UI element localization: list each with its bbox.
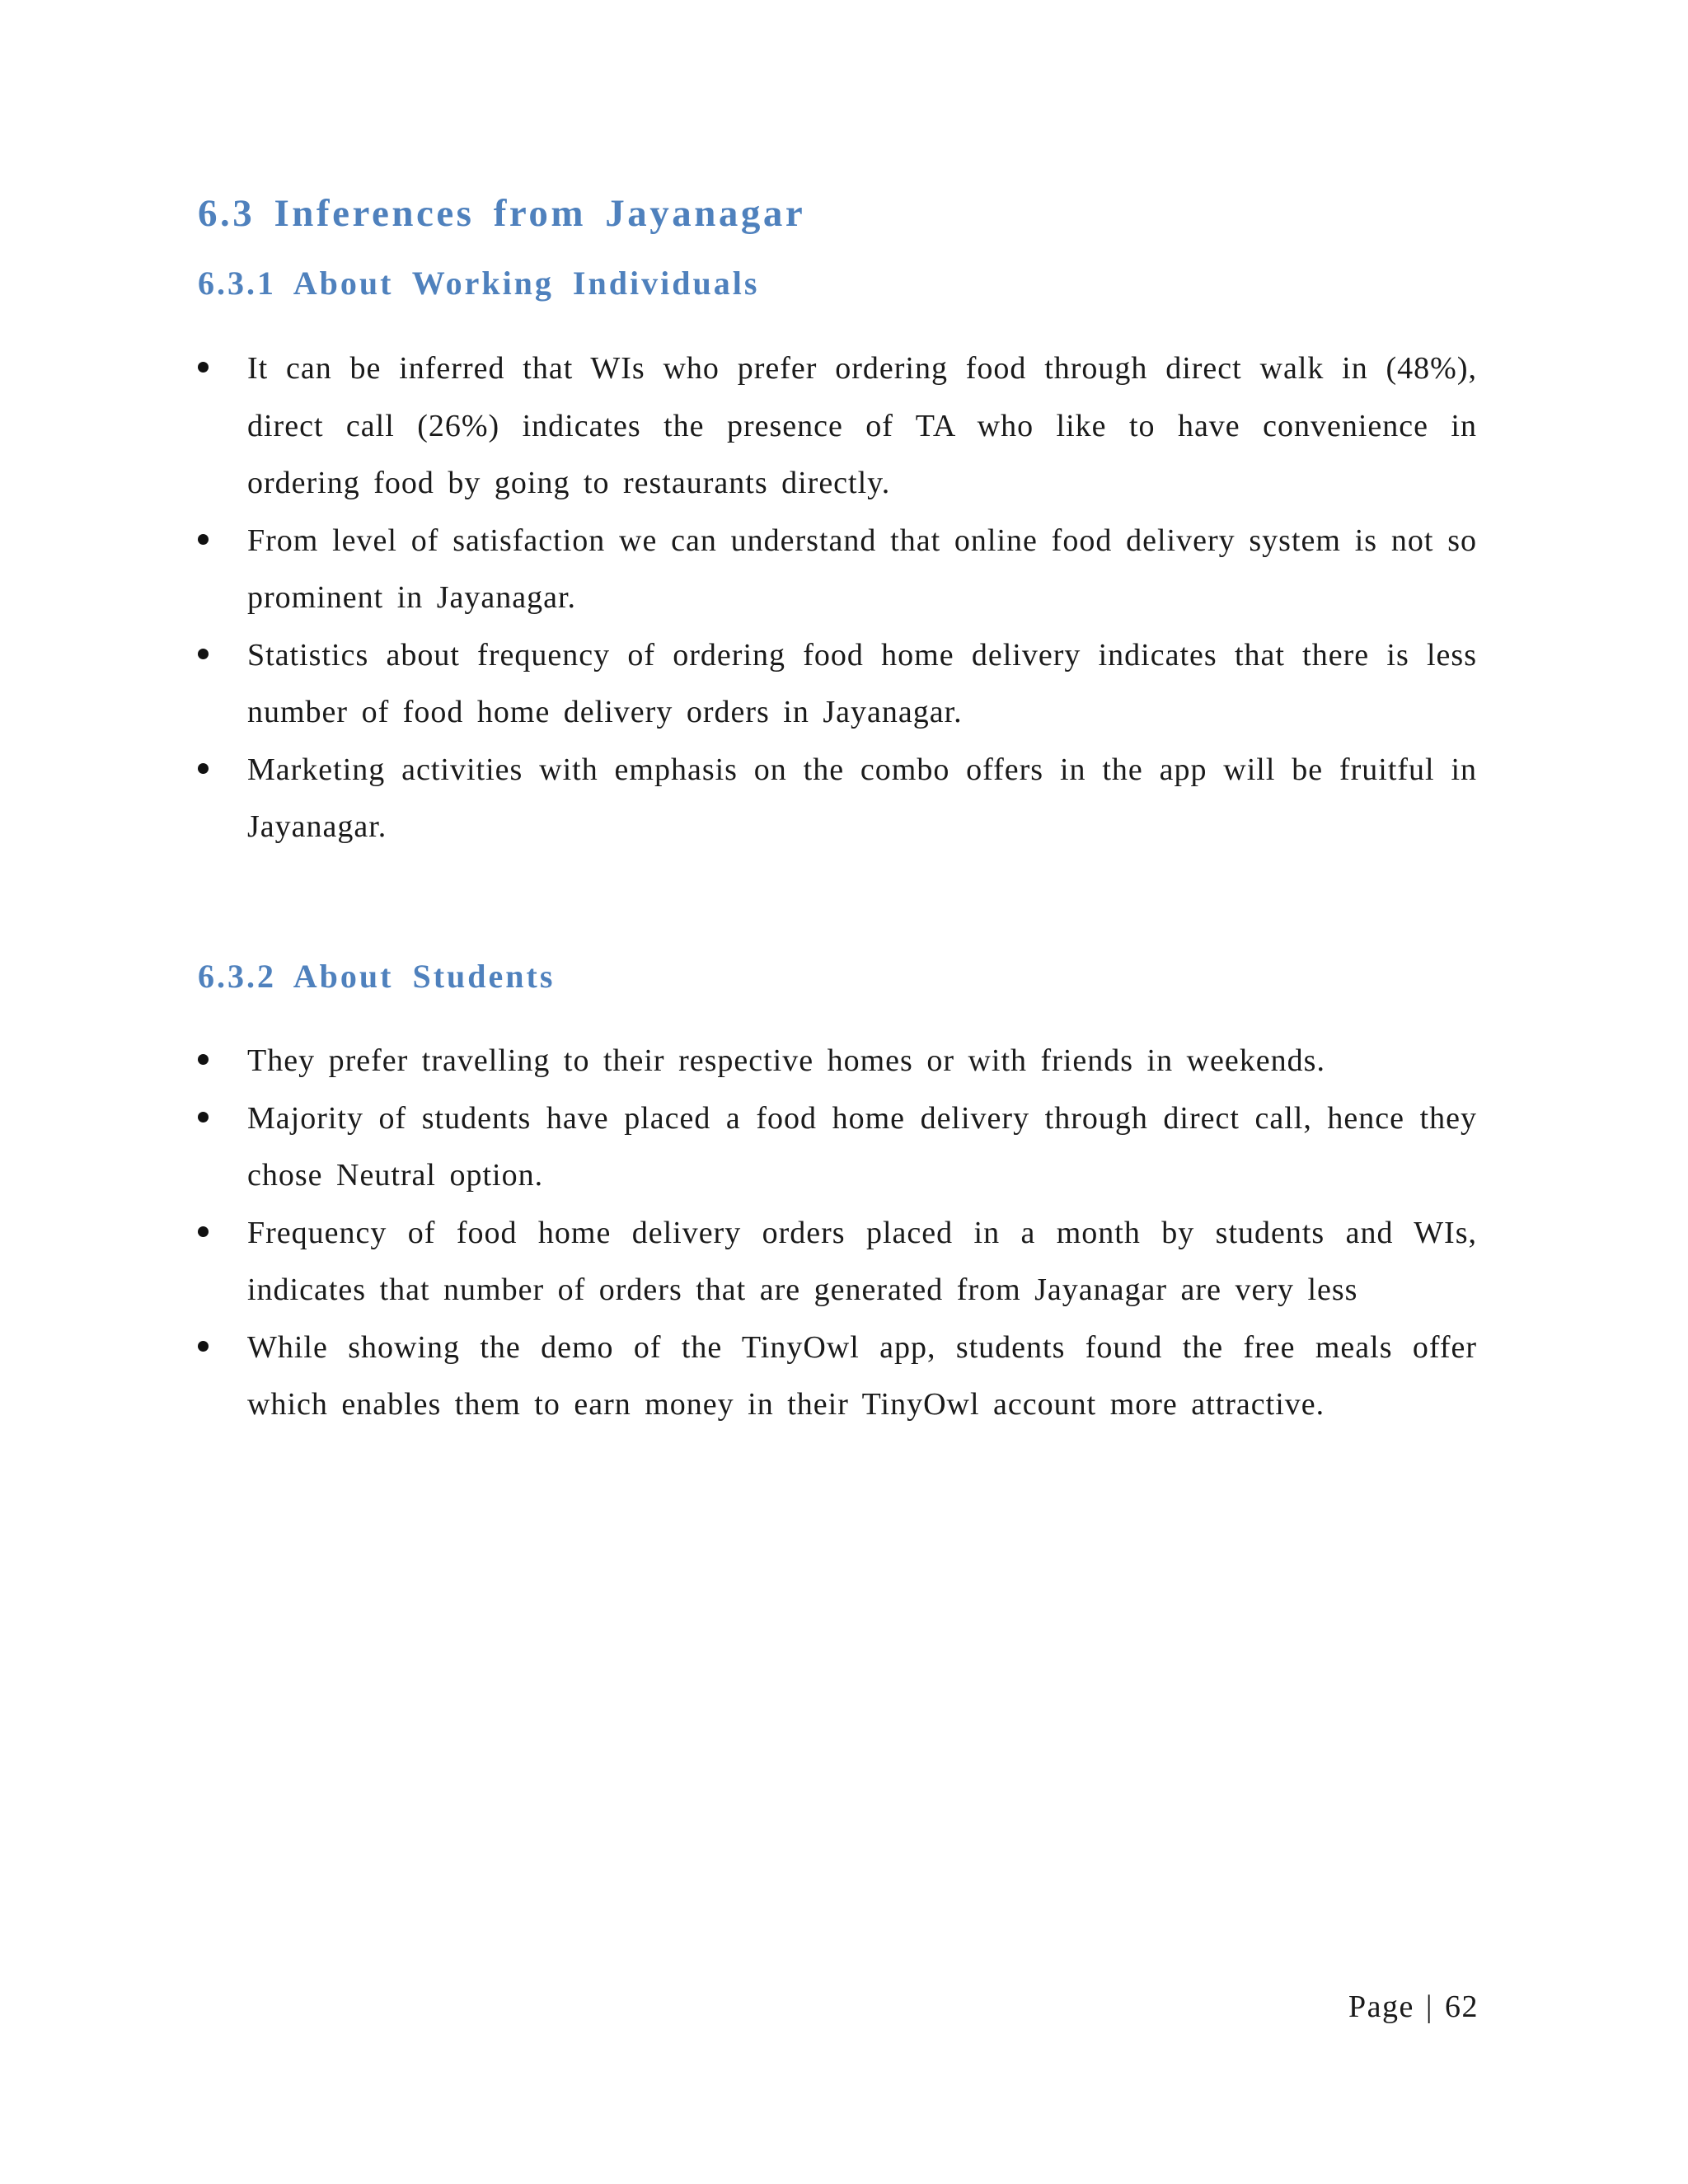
list-item-text: Statistics about frequency of ordering food home delivery indicates that there is less number of food home delivery orders in Jayanagar.	[247, 637, 1477, 729]
page-number: 62	[1445, 1990, 1479, 2024]
list-item	[198, 1090, 1477, 1205]
list-item	[198, 1033, 1477, 1090]
subsection-heading-working-individuals: 6.3.1 About Working Individuals	[198, 265, 760, 302]
bullet-icon	[198, 1341, 209, 1352]
bullet-list-working-individuals	[198, 340, 1477, 856]
list-item-text: Marketing activities with emphasis on the combo offers in the app will be fruitful in Jayanagar.	[247, 752, 1477, 844]
list-item-text: It can be inferred that WIs who prefer ordering food through direct walk in (48%), direct call (26%) indicates the presence of TA who like to have convenience in ordering food by going to restaurants directly.	[247, 351, 1477, 500]
subsection-heading-students: 6.3.2 About Students	[198, 958, 556, 995]
page-label: Page	[1348, 1990, 1414, 2024]
list-item	[198, 1205, 1477, 1319]
list-item-text: They prefer travelling to their respective homes or with friends in weekends.	[247, 1043, 1325, 1078]
page-separator: |	[1425, 1990, 1433, 2024]
bullet-icon	[198, 649, 209, 659]
bullet-icon	[198, 362, 209, 373]
bullet-list-students	[198, 1033, 1477, 1434]
section-title: 6.3 Inferences from Jayanagar	[198, 192, 806, 235]
list-item	[198, 513, 1477, 627]
list-item-text: From level of satisfaction we can understand that online food delivery system is not so prominent in Jayanagar.	[247, 523, 1477, 615]
bullet-icon	[198, 1226, 209, 1237]
list-item-text: While showing the demo of the TinyOwl app, students found the free meals offer which enables them to earn money in their TinyOwl account more attractive.	[247, 1329, 1477, 1422]
bullet-icon	[198, 1054, 209, 1065]
list-item	[198, 627, 1477, 742]
list-item	[198, 1319, 1477, 1434]
bullet-icon	[198, 534, 209, 545]
list-item	[198, 742, 1477, 856]
page-number-footer	[1348, 1989, 1479, 2025]
list-item-text: Majority of students have placed a food home delivery through direct call, hence they chose Neutral option.	[247, 1100, 1477, 1193]
list-item-text: Frequency of food home delivery orders placed in a month by students and WIs, indicates that number of orders that are generated from Jayanagar are very less	[247, 1215, 1477, 1307]
bullet-icon	[198, 763, 209, 774]
list-item	[198, 340, 1477, 513]
bullet-icon	[198, 1112, 209, 1122]
